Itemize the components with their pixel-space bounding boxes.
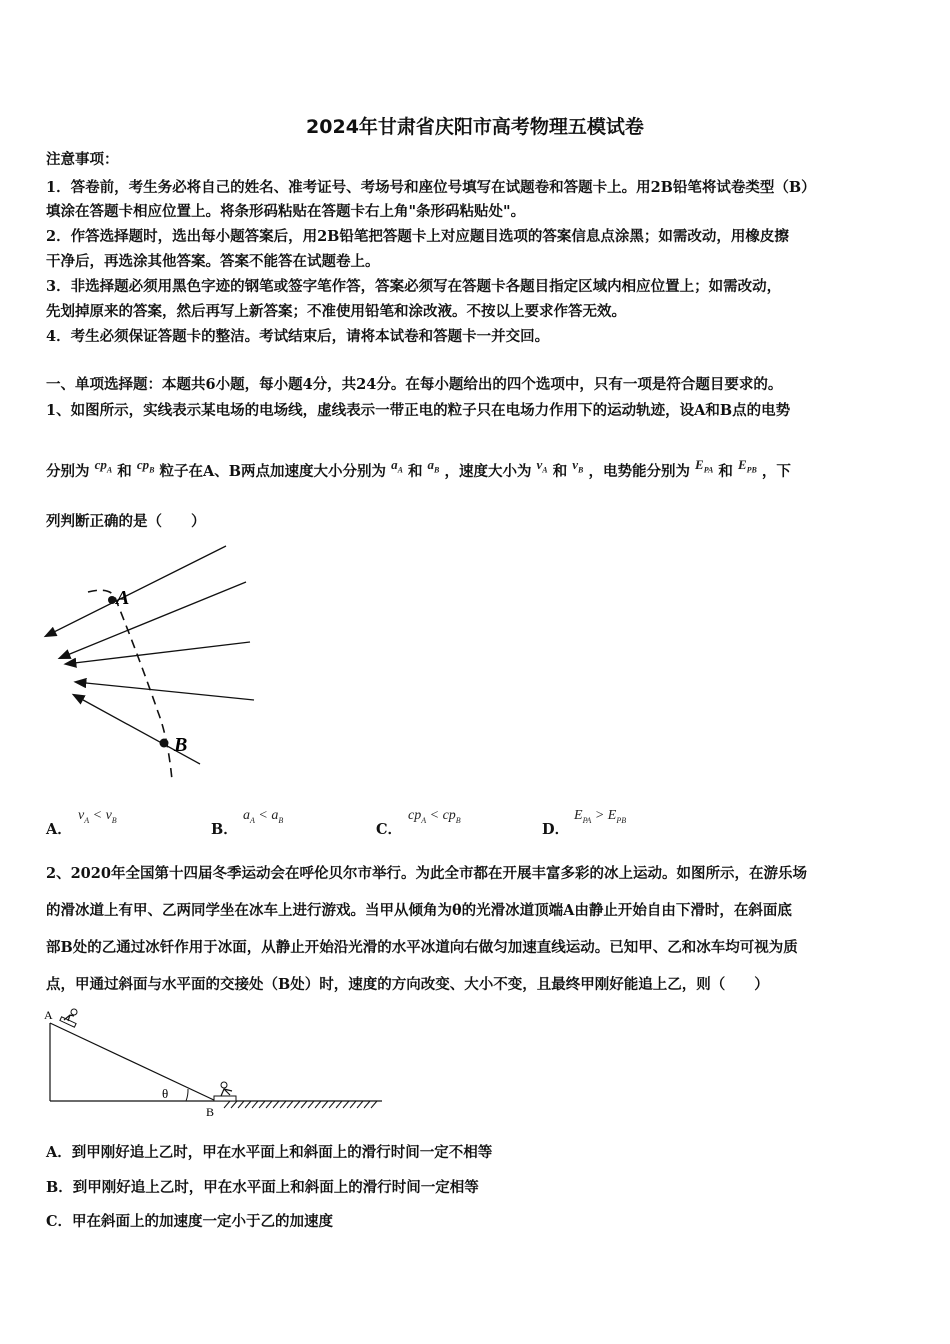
e-pb-symbol: $E_{PB}$	[737, 457, 757, 475]
hatch-mark	[308, 1101, 314, 1108]
v-b-symbol: $v_B$	[572, 457, 584, 475]
notice-line: 3．非选择题必须用黑色字迹的钢笔或签字笔作答，答案必须写在答题卡各题目指定区域内相应位置上；如需改动，	[46, 278, 782, 295]
hatch-mark	[364, 1101, 370, 1108]
option-c[interactable]: C．甲在斜面上的加速度一定小于乙的加速度	[46, 1213, 334, 1230]
hatch-mark	[224, 1101, 230, 1108]
field-line	[46, 546, 226, 636]
option-b-expression: $a_A < a_B$	[243, 808, 284, 825]
electric-field-figure	[40, 540, 270, 785]
field-line	[66, 642, 250, 664]
option-c-expression: $cp_A < cp_B$	[408, 808, 461, 825]
hatch-mark	[266, 1101, 272, 1108]
label-theta: θ	[162, 1086, 169, 1101]
notice-line: 填涂在答题卡相应位置上。将条形码粘贴在答题卡右上角"条形码粘贴处"。	[46, 203, 526, 220]
slope-line	[50, 1023, 216, 1101]
sled-person-a	[60, 1009, 77, 1027]
option-d-letter[interactable]: D．	[542, 821, 570, 838]
hatch-mark	[259, 1101, 265, 1108]
notice-heading: 注意事项：	[46, 151, 119, 168]
question-1-stem-2: 分别为 $cp_A$ 和 $cp_B$ 粒子在A、B两点加速度大小分别为 $a_A$ 和 $a_B$ ，速度大小为 $v_A$ 和 $v_B$ ，电势能分别为 $E_{PA}$ 和 $E_{PB}$ ，下	[46, 457, 791, 480]
option-a-expression: $v_A < v_B$	[78, 808, 117, 825]
option-b[interactable]: B．到甲刚好追上乙时，甲在水平面上和斜面上的滑行时间一定相等	[46, 1179, 479, 1196]
hatch-mark	[231, 1101, 237, 1108]
question-2-stem: 2、2020年全国第十四届冬季运动会在呼伦贝尔市举行。为此全市都在开展丰富多彩的冰上运动。如图所示，在游乐场	[46, 865, 807, 882]
hatch-mark	[287, 1101, 293, 1108]
hatch-mark	[301, 1101, 307, 1108]
hatch-mark	[343, 1101, 349, 1108]
hatch-mark	[294, 1101, 300, 1108]
label-a: A	[116, 587, 130, 609]
question-2-stem: 部B处的乙通过冰钎作用于冰面，从静止开始沿光滑的水平冰道向右做匀加速直线运动。已知甲、乙和冰车均可视为质	[46, 939, 798, 956]
hatch-mark	[238, 1101, 244, 1108]
label-a: A	[44, 1008, 53, 1022]
point-b	[160, 739, 169, 748]
option-a[interactable]: A．到甲刚好追上乙时，甲在水平面上和斜面上的滑行时间一定不相等	[46, 1144, 493, 1161]
hatch-mark	[336, 1101, 342, 1108]
option-c-letter[interactable]: C．	[376, 821, 403, 838]
label-b: B	[174, 734, 188, 756]
question-2-stem: 点，甲通过斜面与水平面的交接处（B处）时，速度的方向改变、大小不变，且最终甲刚好能追上乙，则（ ）	[46, 976, 769, 993]
field-line	[60, 582, 246, 658]
notice-line: 先划掉原来的答案，然后再写上新答案；不准使用铅笔和涂改液。不按以上要求作答无效。	[46, 303, 626, 320]
slope-figure	[40, 1003, 390, 1123]
question-2-stem: 的滑冰道上有甲、乙两同学坐在冰车上进行游戏。当甲从倾角为θ的光滑冰道顶端A由静止开始自由下滑时，在斜面底	[46, 902, 792, 919]
a-a-symbol: $a_A$	[391, 457, 403, 475]
hatch-mark	[280, 1101, 286, 1108]
sled-person-b	[214, 1082, 236, 1101]
e-pa-symbol: $E_{PA}$	[695, 457, 714, 475]
phi-a-symbol: $cp_A$	[94, 457, 113, 475]
section-heading: 一、单项选择题：本题共6小题，每小题4分，共24分。在每小题给出的四个选项中，只有一项是符合题目要求的。	[46, 376, 783, 393]
hatch-mark	[329, 1101, 335, 1108]
v-a-symbol: $v_A$	[536, 457, 548, 475]
question-1-stem: 1、如图所示，实线表示某电场的电场线，虚线表示一带正电的粒子只在电场力作用下的运动轨迹，设A和B点的电势	[46, 402, 791, 419]
notice-line: 1．答卷前，考生务必将自己的姓名、准考证号、考场号和座位号填写在试题卷和答题卡上。用2B铅笔将试卷类型（B）	[46, 179, 816, 196]
a-b-symbol: $a_B$	[427, 457, 440, 475]
hatch-mark	[371, 1101, 377, 1108]
hatch-mark	[245, 1101, 251, 1108]
question-1-stem-3: 列判断正确的是（ ）	[46, 513, 206, 530]
hatch-mark	[357, 1101, 363, 1108]
page-title: 2024年甘肃省庆阳市高考物理五模试卷	[306, 116, 644, 138]
hatch-mark	[273, 1101, 279, 1108]
label-b: B	[206, 1105, 215, 1119]
field-line	[76, 682, 254, 700]
option-d-expression: $E_{PA} > E_{PB}$	[574, 808, 627, 825]
notice-line: 2．作答选择题时，选出每小题答案后，用2B铅笔把答题卡上对应题目选项的答案信息点涂黑；如需改动，用橡皮擦	[46, 228, 789, 245]
option-b-letter[interactable]: B．	[211, 821, 238, 838]
ground-hatching	[224, 1101, 377, 1108]
notice-line: 干净后，再选涂其他答案。答案不能答在试题卷上。	[46, 253, 380, 270]
point-a	[108, 596, 116, 604]
phi-b-symbol: $cp_B$	[136, 457, 155, 475]
hatch-mark	[322, 1101, 328, 1108]
hatch-mark	[252, 1101, 258, 1108]
option-a-letter[interactable]: A．	[46, 821, 72, 838]
hatch-mark	[315, 1101, 321, 1108]
hatch-mark	[350, 1101, 356, 1108]
notice-line: 4．考生必须保证答题卡的整洁。考试结束后，请将本试卷和答题卡一并交回。	[46, 328, 550, 345]
